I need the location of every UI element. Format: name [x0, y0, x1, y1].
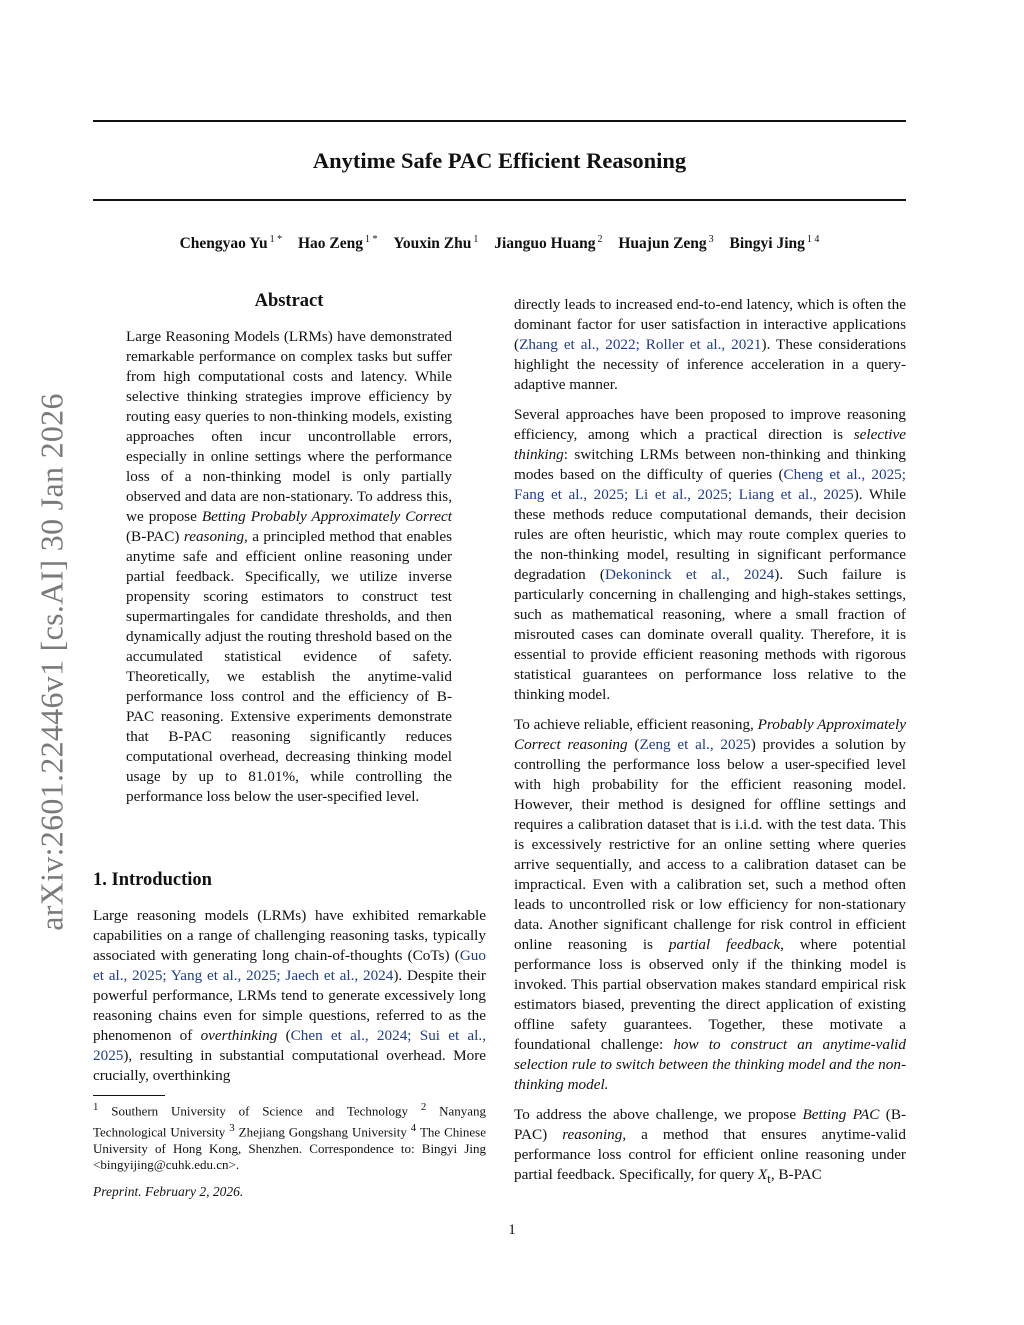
author: Huajun Zeng $^3$ [618, 234, 714, 252]
citation-link[interactable]: Dekoninck et al., 2024 [605, 566, 775, 583]
author: Chengyao Yu $^{1 *}$ [179, 234, 283, 252]
author: Youxin Zhu $^1$ [393, 234, 479, 252]
author: Jianguo Huang $^2$ [494, 234, 603, 252]
introduction-paragraph: Large reasoning models (LRMs) have exhibited remarkable capabilities on a range of challenging reasoning tasks, typically associated with generating long chain-of-thoughts (CoTs) (Guo et al., 2025; Yang et al., 2025; Jaech et al., 2024). Despite their powerful performance, LRMs tend to generate excessively long reasoning chains even for simple questions, referred to as the phenomenon of overthinking (Chen et al., 2024; Sui et al., 2025), resulting in substantial computational overhead. More crucially, overthinking [93, 907, 486, 1084]
abstract-heading: Abstract [254, 291, 324, 311]
citation-link[interactable]: Zhang et al., 2022; Roller et al., 2021 [519, 336, 762, 353]
citation-link[interactable]: Chen et al., 2024; Sui et al., 2025 [93, 1027, 486, 1064]
citation-link[interactable]: Cheng et al., 2025; Fang et al., 2025; Li et al., 2025; Liang et al., 2025 [514, 466, 906, 503]
body-paragraph: To address the above challenge, we propose Betting PAC (B-PAC) reasoning, a method that ensures anytime-valid performance loss control for efficient online reasoning under partial feedback. Specifically, for query $X_t$, B-PAC [514, 1106, 907, 1187]
body-paragraph: Several approaches have been proposed to improve reasoning efficiency, among which a practical direction is selective thinking: switching LRMs between non-thinking and thinking modes based on the difficulty of queries (Cheng et al., 2025; Fang et al., 2025; Li et al., 2025; Liang et al., 2025). While these methods reduce computational demands, their decision rules are often heuristic, which may route complex queries to the non-thinking model, resulting in significant performance degradation (Dekoninck et al., 2024). Such failure is particularly concerning in challenging and high-stakes settings, such as mathematical reasoning, where a small fraction of misrouted cases can dominate overall quality. Therefore, it is essential to provide efficient reasoning methods with rigorous statistical guarantees on performance loss relative to the thinking model. [514, 406, 906, 703]
author-list [93, 234, 906, 253]
section-heading-introduction: 1. Introduction [93, 870, 212, 890]
arxiv-identifier: arXiv:2601.22446v1 [cs.AI] 30 Jan 2026 [33, 393, 70, 931]
author: Hao Zeng $^{1 *}$ [297, 234, 378, 252]
citation-link[interactable]: Zeng et al., 2025 [639, 736, 751, 753]
math-variable: X [758, 1166, 768, 1183]
title-top-rule [93, 120, 906, 122]
preprint-date: Preprint. February 2, 2026. [93, 1184, 244, 1199]
citation-link[interactable]: Guo et al., 2025; Yang et al., 2025; Jaech et al., 2024 [93, 947, 486, 984]
body-paragraph: To achieve reliable, efficient reasoning, Probably Approximately Correct reasoning (Zeng et al., 2025) provides a solution by controlling the performance loss below a user-specified level with high probability for the efficient reasoning model. However, their method is designed for offline settings and requires a calibration dataset that is i.i.d. with the test data. This is excessively restrictive for an online setting where queries arrive sequentially, and access to a calibration dataset can be impractical. Even with a calibration set, such a method often leads to uncontrolled risk or low efficiency for non-stationary data. Another significant challenge for risk control in efficient online reasoning is partial feedback, where potential performance loss is observed only if the thinking model is invoked. This partial observation makes standard empirical risk estimators biased, preventing the direct application of existing offline safety guarantees. Together, these motivate a foundational challenge: how to construct an anytime-valid selection rule to switch between the thinking model and the non-thinking model. [514, 716, 907, 1093]
page-number: 1 [508, 1222, 516, 1238]
title-bottom-rule [93, 199, 906, 201]
body-paragraph: directly leads to increased end-to-end latency, which is often the dominant factor for user satisfaction in interactive applications (Zhang et al., 2022; Roller et al., 2021). These considerations highlight the necessity of inference acceleration in a query-adaptive manner. [514, 296, 906, 393]
abstract-body: Large Reasoning Models (LRMs) have demonstrated remarkable performance on complex tasks but suffer from high computational costs and latency. While selective thinking strategies improve efficiency by routing easy queries to non-thinking models, existing approaches often incur uncontrollable errors, especially in online settings where the performance loss of a non-thinking model is only partially observed and data are non-stationary. To address this, we propose Betting Probably Approximately Correct (B-PAC) reasoning, a principled method that enables anytime safe and efficient online reasoning under partial feedback. Specifically, we utilize inverse propensity scoring estimators to construct test supermartingales for candidate thresholds, and then dynamically adjust the routing threshold based on the accumulated statistical evidence of safety. Theoretically, we establish the anytime-valid performance loss control and the efficiency of B-PAC reasoning. Extensive experiments demonstrate that B-PAC reasoning significantly reduces computational overhead, decreasing thinking model usage by up to 81.01%, while controlling the performance loss below the user-specified level. [126, 328, 453, 805]
right-column [514, 295, 906, 1199]
author: Bingyi Jing $^{1 4}$ [729, 234, 820, 252]
paper-title: Anytime Safe PAC Efficient Reasoning [312, 148, 687, 173]
affiliations-footnote: $^1$ Southern University of Science and Technology $^2$ Nanyang Technological University $^3$ Zhejiang Gongshang University $^4$ The Chinese University of Hong Kong, Shenzhen. Correspondence to: Bingyi Jing <bingyijing@cuhk.edu.cn>. [93, 1101, 486, 1173]
footnote-rule [93, 1095, 165, 1096]
